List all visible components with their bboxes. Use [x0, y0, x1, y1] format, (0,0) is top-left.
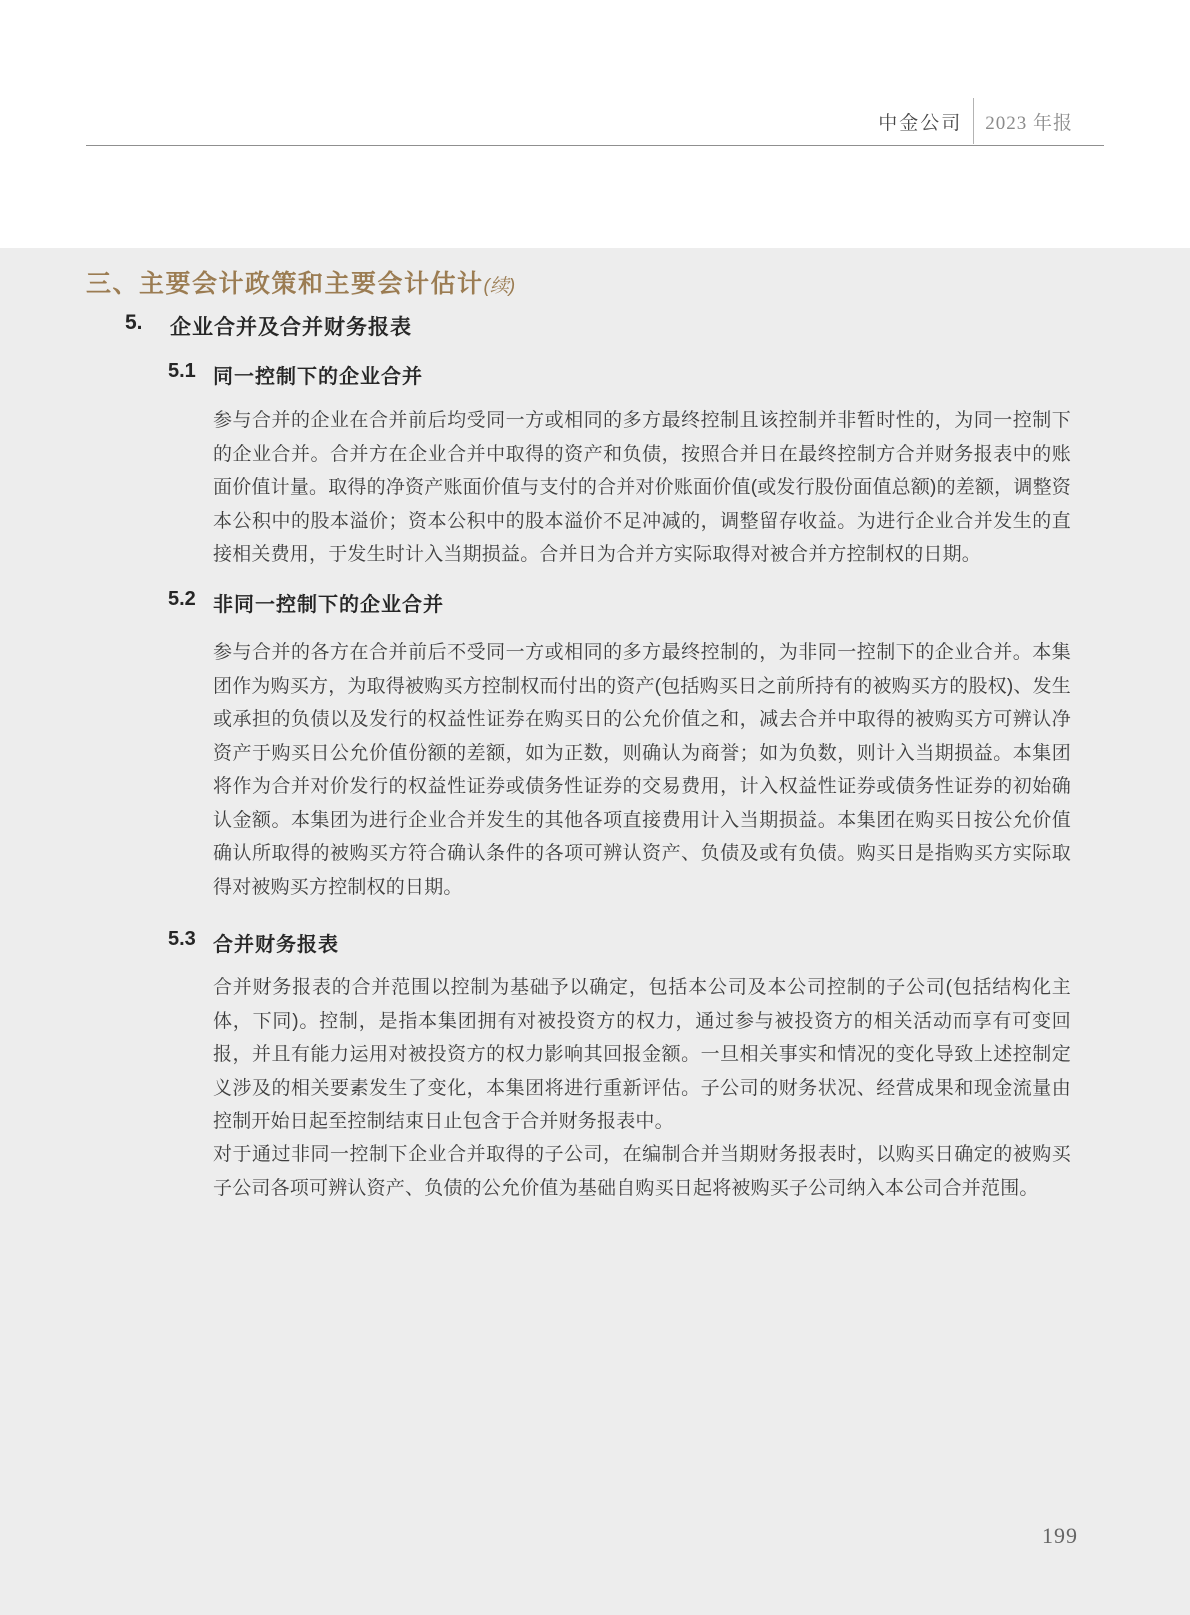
report-year: 2023 年报 [985, 113, 1073, 134]
subsection-heading-5-1 [168, 360, 423, 389]
page-header [878, 98, 1073, 145]
subsection-heading-5-2 [168, 588, 444, 617]
company-name: 中金公司 [878, 113, 963, 134]
subsection-heading-5-3 [168, 928, 339, 957]
section-number: 5. [125, 311, 143, 334]
header-divider [973, 98, 974, 144]
paragraph-5-2: 参与合并的各方在合并前后不受同一方或相同的多方最终控制的，为非同一控制下的企业合并。本集团作为购买方，为取得被购买方控制权而付出的资产(包括购买日之前所持有的被购买方的股权)、发生或承担的负债以及发行的权益性证券在购买日的公允价值之和，减去合并中取得的被购买方可辨认净资产于购买日公允价值份额的差额，如为正数，则确认为商誉；如为负数，则计入当期损益。本集团将作为合并对价发行的权益性证券或债务性证券的交易费用，计入权益性证券或债务性证券的初始确认金额。本集团为进行企业合并发生的其他各项直接费用计入当期损益。本集团在购买日按公允价值确认所取得的被购买方符合确认条件的各项可辨认资产、负债及或有负债。购买日是指购买方实际取得对被购买方控制权的日期。 [213, 642, 1071, 898]
header-rule [86, 145, 1104, 146]
subsection-number: 5.3 [168, 928, 196, 950]
section-title: 企业合并及合并财务报表 [170, 316, 412, 339]
chapter-title-text: 三、主要会计政策和主要会计估计 [86, 270, 484, 298]
paragraph-5-3-1: 合并财务报表的合并范围以控制为基础予以确定，包括本公司及本公司控制的子公司(包括结构化主体，下同)。控制，是指本集团拥有对被投资方的权力，通过参与被投资方的相关活动而享有可变回报，并且有能力运用对被投资方的权力影响其回报金额。一旦相关事实和情况的变化导致上述控制定义涉及的相关要素发生了变化，本集团将进行重新评估。子公司的财务状况、经营成果和现金流量由控制开始日起至控制结束日止包含于合并财务报表中。 [213, 977, 1071, 1132]
chapter-title-suffix: (续) [483, 276, 516, 297]
page-number: 199 [1042, 1523, 1078, 1548]
subsection-number: 5.2 [168, 588, 196, 610]
chapter-title [86, 264, 515, 300]
subsection-title: 同一控制下的企业合并 [213, 366, 423, 388]
paragraph-5-3-2: 对于通过非同一控制下企业合并取得的子公司，在编制合并当期财务报表时，以购买日确定的被购买子公司各项可辨认资产、负债的公允价值为基础自购买日起将被购买子公司纳入本公司合并范围。 [213, 1144, 1071, 1199]
subsection-title: 合并财务报表 [213, 934, 339, 956]
paragraph-5-1: 参与合并的企业在合并前后均受同一方或相同的多方最终控制且该控制并非暂时性的，为同一控制下的企业合并。合并方在企业合并中取得的资产和负债，按照合并日在最终控制方合并财务报表中的账面价值计量。取得的净资产账面价值与支付的合并对价账面价值(或发行股份面值总额)的差额，调整资本公积中的股本溢价；资本公积中的股本溢价不足冲减的，调整留存收益。为进行企业合并发生的直接相关费用，于发生时计入当期损益。合并日为合并方实际取得对被合并方控制权的日期。 [213, 410, 1071, 565]
subsection-number: 5.1 [168, 360, 196, 382]
subsection-title: 非同一控制下的企业合并 [213, 594, 444, 616]
section-heading [125, 311, 412, 341]
